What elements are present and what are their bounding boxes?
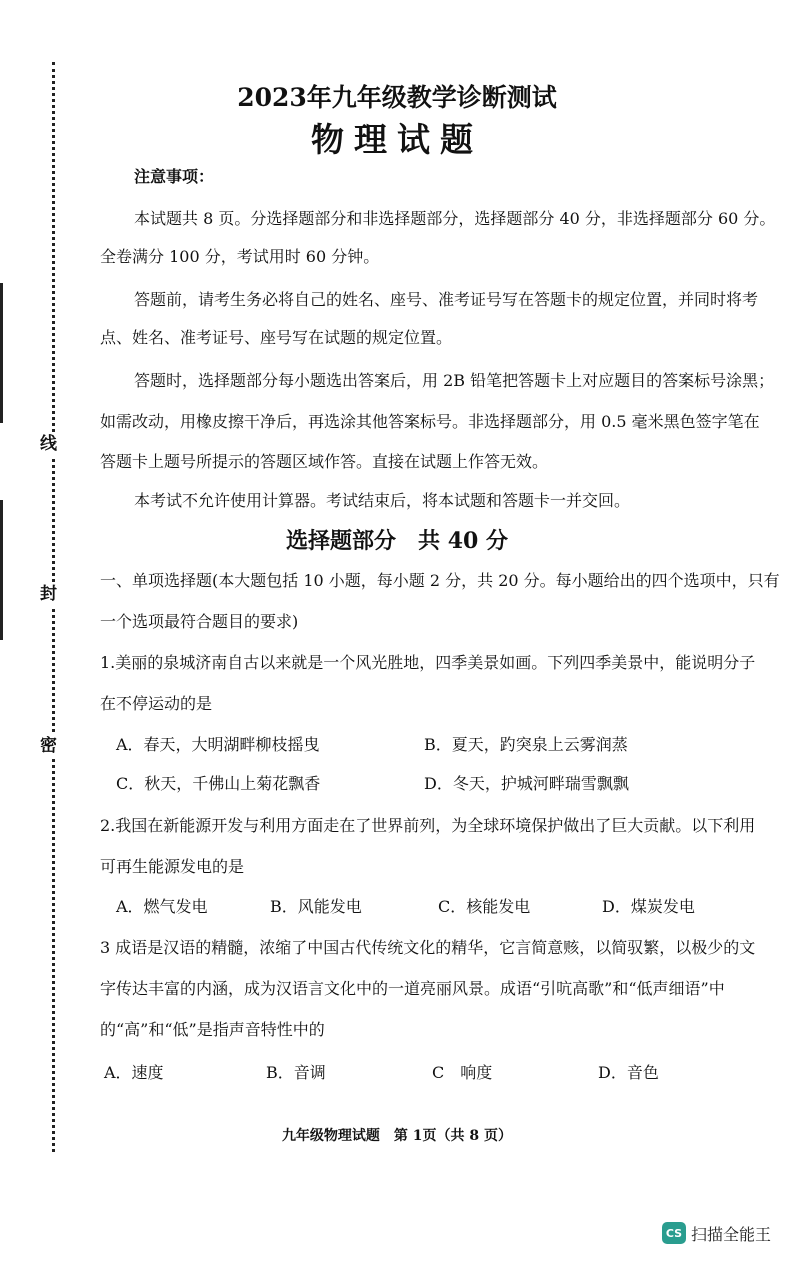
part1-line1: 一、单项选择题(本大题包括 10 小题，每小题 2 分，共 20 分。每小题给出的四个选项中，只有 [100,571,780,590]
part1-line2: 一个选项最符合题目的要求) [100,612,299,631]
q1-option-a: A．春天，大明湖畔柳枝摇曳 [116,735,320,754]
notes-heading: 注意事项： [134,167,215,186]
margin-bar-bottom [0,500,3,640]
section-title: 选择题部分 共 40 分 [286,528,508,554]
margin-char-xian: 线 [40,434,57,454]
notes-p1-line2: 全卷满分 100 分，考试用时 60 分钟。 [100,247,380,266]
q2-option-d: D．煤炭发电 [602,897,695,916]
q1-option-c: C．秋天，千佛山上菊花飘香 [116,774,321,793]
notes-p3-line1: 答题时，选择题部分每小题选出答案后，用 2B 铅笔把答题卡上对应题目的答案标号涂黑； [134,371,775,390]
q1-stem-line1: 1.美丽的泉城济南自古以来就是一个风光胜地，四季美景如画。下列四季美景中，能说明分子 [100,653,756,672]
exam-title: 2023年九年级教学诊断测试 [237,83,557,112]
margin-char-feng: 封 [40,584,57,604]
q3-option-b: B．音调 [266,1063,326,1082]
q2-option-a: A．燃气发电 [116,897,208,916]
notes-p1-line1: 本试题共 8 页。分选择题部分和非选择题部分，选择题部分 40 分，非选择题部分 60 分。 [134,209,776,228]
notes-p2-line1: 答题前，请考生务必将自己的姓名、座号、准考证号写在答题卡的规定位置，并同时将考 [134,290,759,309]
camscanner-watermark [662,1220,771,1246]
binding-dotted-line [52,62,55,1152]
notes-p4-line1: 本考试不允许使用计算器。考试结束后，将本试题和答题卡一并交回。 [134,491,631,510]
margin-bar-top [0,283,3,423]
camscanner-text: 扫描全能王 [691,1224,772,1244]
notes-p2-line2: 点、姓名、准考证号、座号写在试题的规定位置。 [100,328,453,347]
q3-stem-line2: 字传达丰富的内涵，成为汉语言文化中的一道亮丽风景。成语“引吭高歌”和“低声细语”中 [100,979,725,998]
q1-option-b: B．夏天，趵突泉上云雾润蒸 [424,735,628,754]
q3-stem-line1: 3 成语是汉语的精髓，浓缩了中国古代传统文化的精华，它言简意赅，以简驭繁，以极少的文 [100,938,756,957]
q2-stem-line1: 2.我国在新能源开发与利用方面走在了世界前列，为全球环境保护做出了巨大贡献。以下利用 [100,816,756,835]
q2-stem-line2: 可再生能源发电的是 [100,857,245,876]
q1-stem-line2: 在不停运动的是 [100,694,213,713]
q2-option-b: B．风能发电 [270,897,362,916]
q3-option-a: A．速度 [104,1063,164,1082]
q1-option-d: D．冬天，护城河畔瑞雪飘飘 [424,774,629,793]
q3-option-c: C 响度 [432,1063,493,1082]
margin-char-mi: 密 [40,736,57,756]
q3-stem-line3: 的“高”和“低”是指声音特性中的 [100,1020,325,1039]
subject-title: 物理试题 [311,120,483,159]
q2-option-c: C．核能发电 [438,897,531,916]
page-footer: 九年级物理试题 第 1页（共 8 页） [281,1128,513,1144]
camscanner-logo-icon: CS [662,1222,686,1244]
q3-option-d: D．音色 [598,1063,659,1082]
notes-p3-line2: 如需改动，用橡皮擦干净后，再选涂其他答案标号。非选择题部分，用 0.5 毫米黑色签字笔在 [100,412,760,431]
notes-p3-line3: 答题卡上题号所提示的答题区域作答。直接在试题上作答无效。 [100,452,549,471]
